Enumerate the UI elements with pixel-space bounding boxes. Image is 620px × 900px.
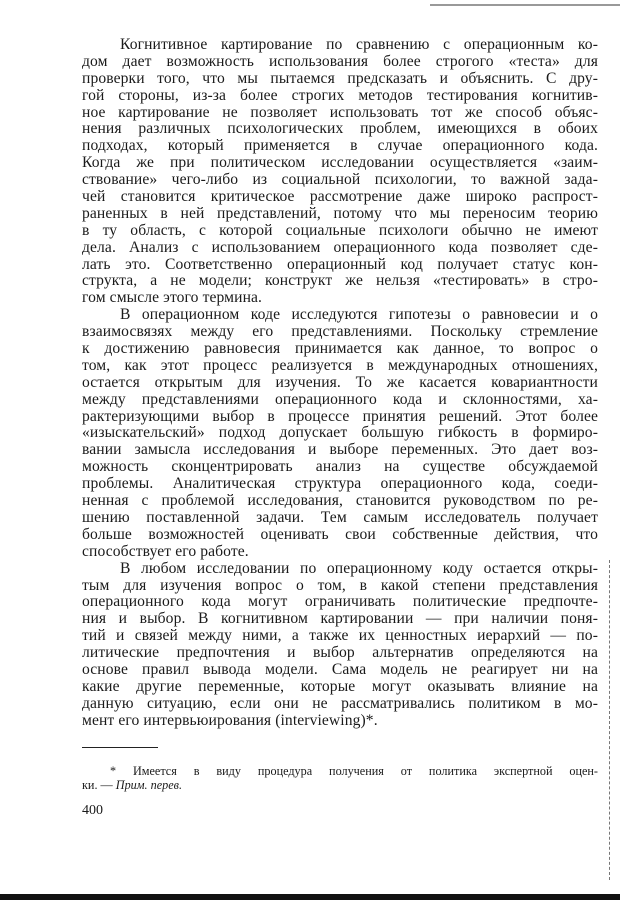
paragraph xyxy=(82,307,598,560)
footnote-text: ки. — xyxy=(82,777,116,792)
text-line: раненных в ней представлений, потому что мы переносим теорию xyxy=(82,204,598,222)
text-line: тий и связей между ними, а также их ценностных иерархий — по- xyxy=(82,627,598,645)
page-number: 400 xyxy=(82,803,103,818)
footnote xyxy=(82,765,598,792)
text-line: ствование» чего-либо из социальной психологии, то важной зада- xyxy=(82,171,598,189)
text-line: ния и выбор. В когнитивном картировании — при наличии поня- xyxy=(82,610,598,628)
text-line: взаимосвязях между его представлениями. Поскольку стремление xyxy=(82,323,598,341)
text-line: больше возможностей оценивать свои собственные действия, что xyxy=(82,525,598,543)
text-line: ное картирование не позволяет использовать тот же способ объяс- xyxy=(82,103,598,121)
text-line: лать это. Соответственно операционный код получает статус кон- xyxy=(82,255,598,273)
text-line: В любом исследовании по операционному коду остается откры- xyxy=(120,559,598,577)
text-line: какие другие переменные, которые могут оказывать влияние на xyxy=(82,677,598,695)
footnote-line: * Имеется в виду процедура получения от политика экспертной оцен- xyxy=(110,764,598,778)
text-line: гой стороны, из-за более строгих методов тестирования когнитив- xyxy=(82,86,598,104)
text-line: подходах, который применяется в случае операционного кода. xyxy=(82,137,598,155)
text-line: литические предпочтения и выбор альтернатив определяются на xyxy=(82,644,598,662)
text-line: к достижению равновесия принимается как данное, то вопрос о xyxy=(82,340,598,358)
text-line: операционного кода могут ограничивать политические предпочте- xyxy=(82,593,598,611)
footnote-divider xyxy=(82,747,158,748)
paragraph xyxy=(82,561,598,730)
paragraph xyxy=(82,37,598,307)
text-line: Когда же при политическом исследовании осуществляется «заим- xyxy=(82,154,598,172)
text-line: В операционном коде исследуются гипотезы о равновесии и о xyxy=(120,306,598,324)
text-line: том, как этот процесс реализуется в международных отношениях, xyxy=(82,356,598,374)
text-line: проверки того, что мы пытаемся предсказать и объяснить. С дру- xyxy=(82,69,598,87)
text-line: основе правил вывода модели. Сама модель не реагирует ни на xyxy=(82,660,598,678)
text-line: гом смысле этого термина. xyxy=(82,289,263,307)
scan-side-edge xyxy=(609,560,611,880)
text-line: можность сконцентрировать анализ на существе обсуждаемой xyxy=(82,458,598,476)
scan-top-edge xyxy=(430,4,620,6)
footnote-line xyxy=(82,779,598,793)
text-line: проблемы. Аналитическая структура операционного кода, соеди- xyxy=(82,475,598,493)
translator-note: Прим. перев. xyxy=(115,777,182,792)
text-line: структа, а не модели; конструкт же нельзя «тестировать» в стро- xyxy=(82,272,598,290)
text-line: мент его интервьюирования (interviewing)*. xyxy=(82,711,378,729)
body-text xyxy=(82,37,598,730)
text-line: чей становится критическое рассмотрение даже широко распрост- xyxy=(82,188,598,206)
scan-bottom-edge xyxy=(0,894,620,900)
text-line: способствует его работе. xyxy=(82,542,249,560)
text-line: «изыскательский» подход допускает большую гибкость в формиро- xyxy=(82,424,598,442)
text-line: вании замысла исследования и выборе переменных. Это дает воз- xyxy=(82,441,598,459)
text-line: шению поставленной задачи. Тем самым исследователь получает xyxy=(82,508,598,526)
text-line: нения различных психологических проблем, имеющихся в обоих xyxy=(82,120,598,138)
text-line: рактеризующими выбор в процессе принятия решений. Этот более xyxy=(82,407,598,425)
text-line: дела. Анализ с использованием операционного кода позволяет сде- xyxy=(82,238,598,256)
text-line: данную ситуацию, если они не рассматривались политиком в мо- xyxy=(82,694,598,712)
text-line: между представлениями операционного кода и склонностями, ха- xyxy=(82,390,598,408)
text-line: в ту область, с которой социальные психологи обычно не имеют xyxy=(82,221,598,239)
text-line: дом дает возможность использования более строгого «теста» для xyxy=(82,52,598,70)
text-line: Когнитивное картирование по сравнению с операционным ко- xyxy=(120,36,598,53)
text-line: остается открытым для изучения. То же касается ковариантности xyxy=(82,373,598,391)
text-line: ненная с проблемой исследования, становится руководством по ре- xyxy=(82,492,598,510)
text-line: тым для изучения вопрос о том, в какой степени представления xyxy=(82,576,598,594)
